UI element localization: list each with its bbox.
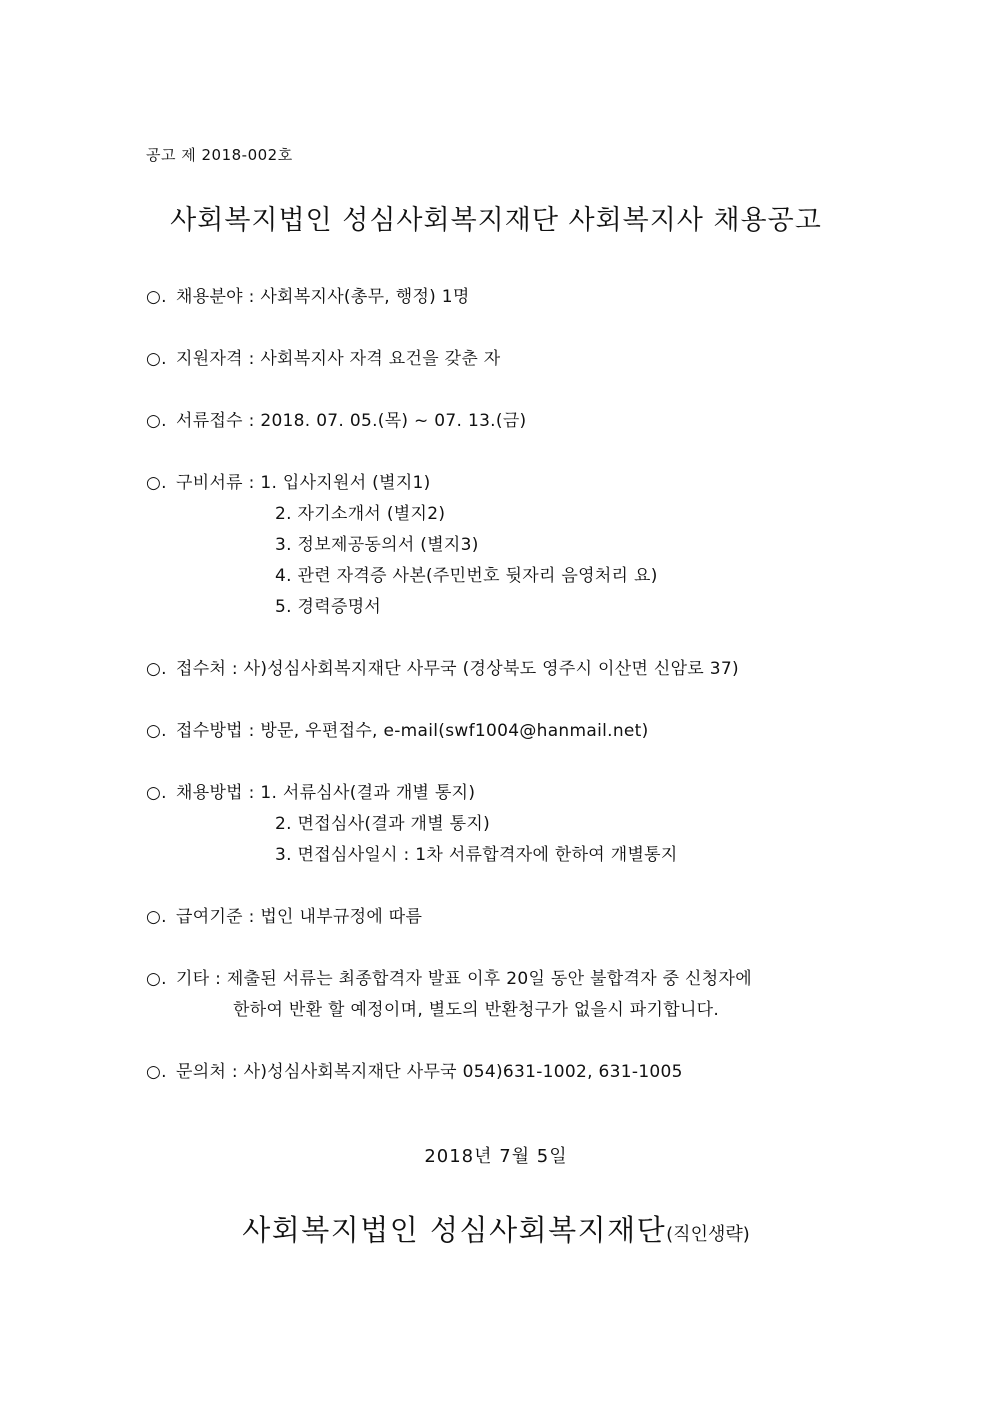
hiring-step-2: 2. 면접심사(결과 개별 통지): [275, 814, 491, 834]
document-2: 2. 자기소개서 (별지2): [275, 504, 446, 524]
hiring-step-3: 3. 면접심사일시 : 1차 서류합격자에 한하여 개별통지: [275, 845, 678, 865]
item-contact: [146, 1057, 683, 1082]
item-contact-text: 문의처 : 사)성심사회복지재단 사무국 054)631-1002, 631-1005: [176, 1062, 683, 1082]
bullet: ○.: [146, 721, 167, 741]
issue-date: 2018년 7월 5일: [424, 1146, 568, 1167]
document-3: 3. 정보제공동의서 (별지3): [275, 535, 479, 555]
issuer: [0, 1208, 992, 1249]
item-reception-text: 서류접수 : 2018. 07. 05.(목) ~ 07. 13.(금): [176, 411, 527, 431]
document-5: 5. 경력증명서: [275, 597, 382, 617]
item-etc: [146, 964, 752, 989]
item-field: [146, 282, 470, 307]
item-place: [146, 654, 739, 679]
bullet: ○.: [146, 783, 167, 803]
bullet: ○.: [146, 473, 167, 493]
item-qualification: [146, 344, 501, 369]
seal-note: (직인생략): [666, 1224, 750, 1245]
bullet: ○.: [146, 659, 167, 679]
item-method-text: 접수방법 : 방문, 우편접수, e-mail(swf1004@hanmail.net): [176, 721, 649, 741]
issuer-name: 사회복지법인 성심사회복지재단: [242, 1213, 667, 1247]
item-salary-text: 급여기준 : 법인 내부규정에 따름: [176, 907, 423, 927]
item-method: [146, 716, 649, 741]
bullet: ○.: [146, 287, 167, 307]
item-place-text: 접수처 : 사)성심사회복지재단 사무국 (경상북도 영주시 이산면 신암로 37): [176, 659, 739, 679]
item-qualification-text: 지원자격 : 사회복지사 자격 요건을 갖춘 자: [176, 349, 501, 369]
bullet: ○.: [146, 969, 167, 989]
item-field-text: 채용분야 : 사회복지사(총무, 행정) 1명: [176, 287, 470, 307]
bullet: ○.: [146, 1062, 167, 1082]
item-salary: [146, 902, 422, 927]
item-hiring: [146, 778, 475, 803]
page-title: 사회복지법인 성심사회복지재단 사회복지사 채용공고: [170, 205, 822, 236]
bullet: ○.: [146, 411, 167, 431]
notice-number: 공고 제 2018-002호: [146, 146, 293, 164]
document-4: 4. 관련 자격증 사본(주민번호 뒷자리 음영처리 요): [275, 566, 658, 586]
item-hiring-text: 채용방법 : 1. 서류심사(결과 개별 통지): [176, 783, 476, 803]
item-etc-continued: 한하여 반환 할 예정이며, 별도의 반환청구가 없을시 파기합니다.: [233, 1000, 720, 1020]
item-documents: [146, 468, 431, 493]
bullet: ○.: [146, 907, 167, 927]
bullet: ○.: [146, 349, 167, 369]
item-etc-text: 기타 : 제출된 서류는 최종합격자 발표 이후 20일 동안 불합격자 중 신청자에: [176, 969, 752, 989]
item-documents-text: 구비서류 : 1. 입사지원서 (별지1): [176, 473, 431, 493]
item-reception: [146, 406, 526, 431]
